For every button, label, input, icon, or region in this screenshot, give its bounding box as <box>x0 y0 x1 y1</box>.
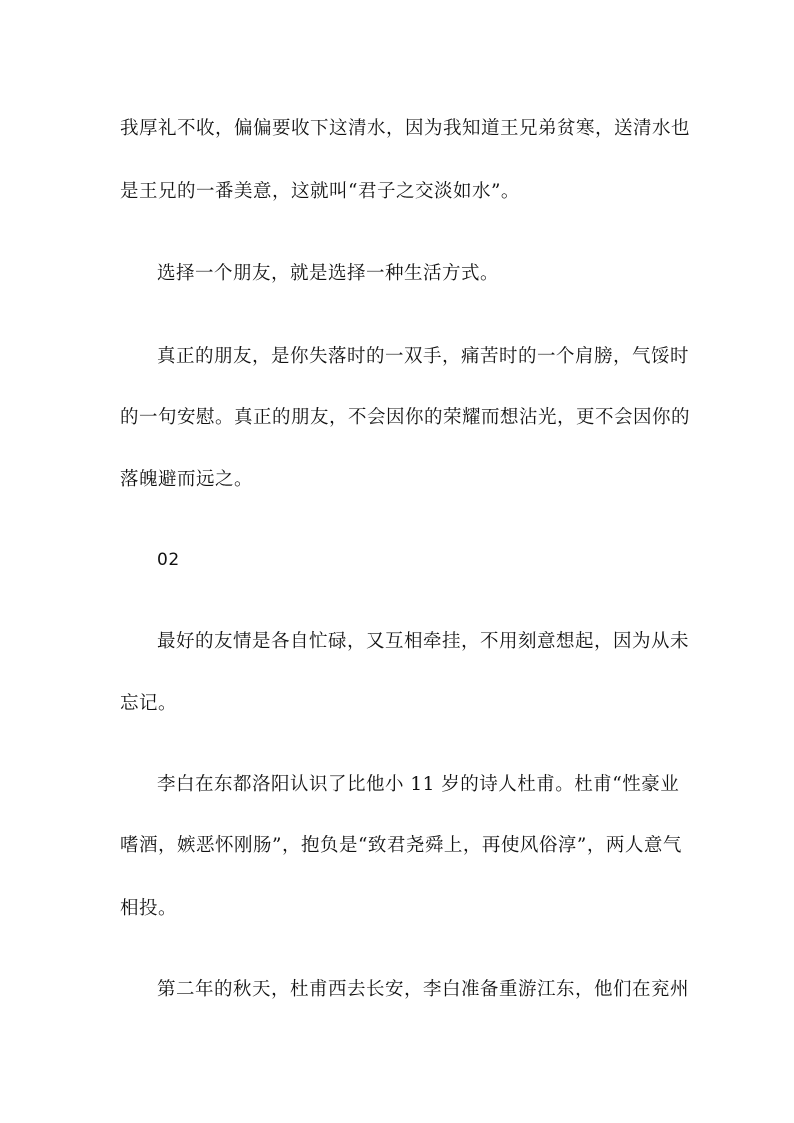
text-line: 最好的友情是各自忙碌，又互相牵挂，不用刻意想起，因为从未 <box>157 631 690 652</box>
text-line: 是王兄的一番美意，这就叫“君子之交淡如水”。 <box>120 181 520 202</box>
text-line: 真正的朋友，是你失落时的一双手，痛苦时的一个肩膀，气馁时 <box>157 346 690 367</box>
text-line: 落魄避而远之。 <box>120 469 254 490</box>
text-line: 我厚礼不收，偏偏要收下这清水，因为我知道王兄弟贫寒，送清水也 <box>120 118 691 139</box>
text-line: 李白在东都洛阳认识了比他小 11 岁的诗人杜甫。杜甫“性豪业 <box>157 774 680 795</box>
text-line: 忘记。 <box>120 693 178 714</box>
text-line: 相投。 <box>120 898 178 919</box>
text-line: 选择一个朋友，就是选择一种生活方式。 <box>157 263 500 284</box>
text-line: 嗜酒，嫉恶怀刚肠”，抱负是“致君尧舜上，再使风俗淳”，两人意气 <box>120 835 682 856</box>
text-line: 第二年的秋天，杜甫西去长安，李白准备重游江东，他们在兖州 <box>157 979 690 1000</box>
section-number: 02 <box>157 550 180 570</box>
text-line: 的一句安慰。真正的朋友，不会因你的荣耀而想沾光，更不会因你的 <box>120 407 691 428</box>
